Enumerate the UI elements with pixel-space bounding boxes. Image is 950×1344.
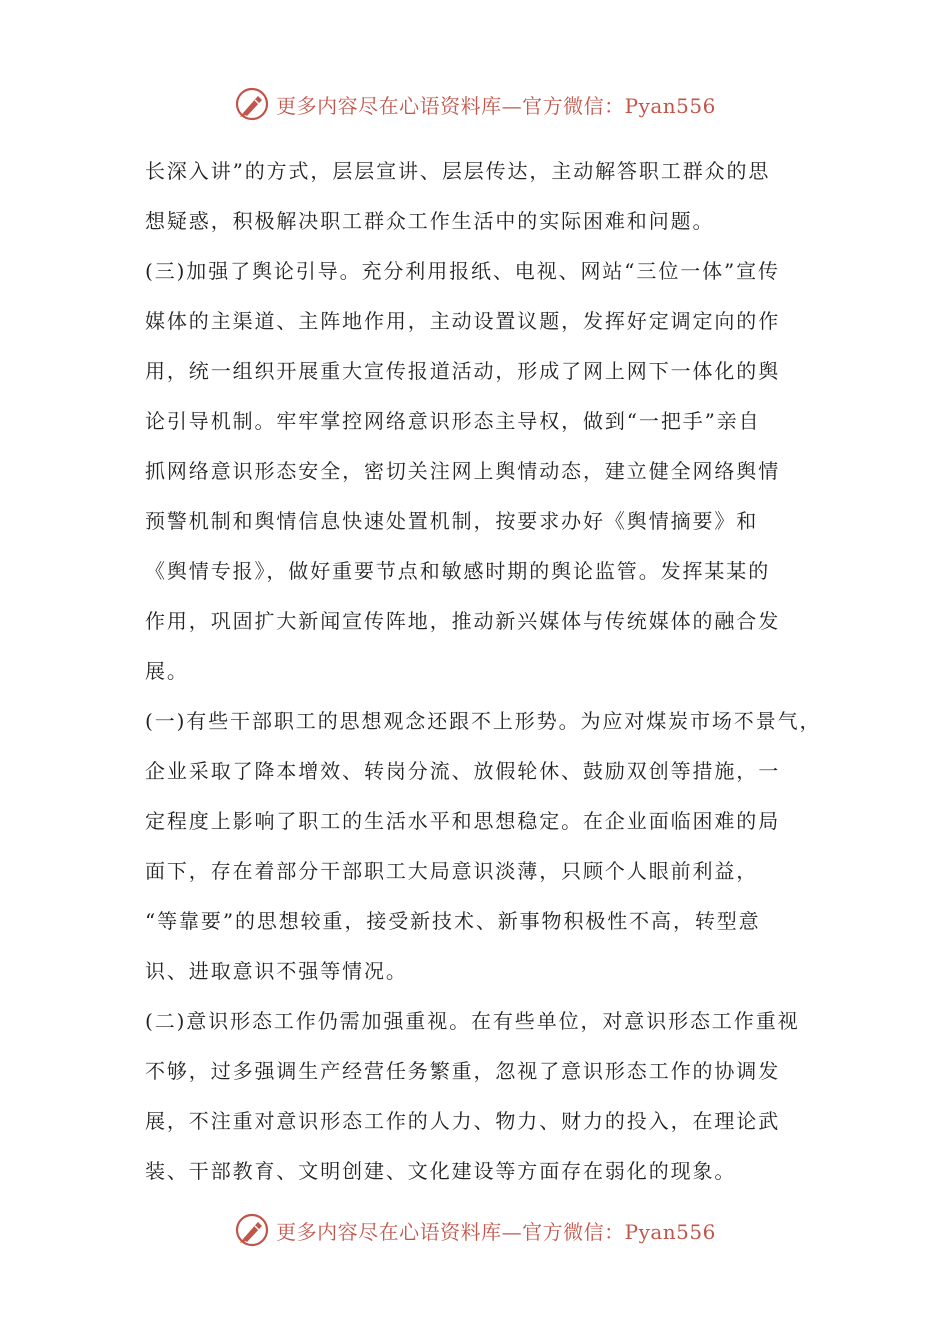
header-watermark [0, 82, 950, 126]
pen-nib-icon [234, 86, 270, 122]
text-line: 展。 [145, 659, 189, 683]
text-line: (三)加强了舆论引导。充分利用报纸、电视、网站“三位一体”宣传 [145, 259, 780, 283]
text-line: 面下，存在着部分干部职工大局意识淡薄，只顾个人眼前利益， [145, 859, 759, 883]
text-line: 论引导机制。牢牢掌控网络意识形态主导权，做到“一把手”亲自 [145, 409, 761, 433]
text-line: 媒体的主渠道、主阵地作用，主动设置议题，发挥好定调定向的作 [145, 309, 781, 333]
text-line: 定程度上影响了职工的生活水平和思想稳定。在企业面临困难的局 [145, 809, 781, 833]
text-line: 识、进取意识不强等情况。 [145, 959, 408, 983]
text-line: (一)有些干部职工的思想观念还跟不上形势。为应对煤炭市场不景气， [145, 709, 822, 733]
footer-watermark [0, 1208, 950, 1252]
text-line: “等靠要”的思想较重，接受新技术、新事物积极性不高，转型意 [145, 909, 761, 933]
text-line: 抓网络意识形态安全，密切关注网上舆情动态，建立健全网络舆情 [145, 459, 781, 483]
text-line: 想疑惑，积极解决职工群众工作生活中的实际困难和问题。 [145, 209, 715, 233]
text-line: 企业采取了降本增效、转岗分流、放假轮休、鼓励双创等措施，一 [145, 759, 781, 783]
text-line: 《舆情专报》，做好重要节点和敏感时期的舆论监管。发挥某某的 [145, 559, 771, 583]
text-line: 用，统一组织开展重大宣传报道活动，形成了网上网下一体化的舆 [145, 359, 781, 383]
footer-watermark-text: 更多内容尽在心语资料库—官方微信：Pyan556 [276, 1219, 716, 1244]
text-line: 装、干部教育、文明创建、文化建设等方面存在弱化的现象。 [145, 1159, 737, 1183]
text-line: (二)意识形态工作仍需加强重视。在有些单位，对意识形态工作重视 [145, 1009, 800, 1033]
document-body [145, 146, 822, 1196]
text-line: 不够，过多强调生产经营任务繁重，忽视了意识形态工作的协调发 [145, 1059, 781, 1083]
text-line: 作用，巩固扩大新闻宣传阵地，推动新兴媒体与传统媒体的融合发 [145, 609, 781, 633]
header-watermark-text: 更多内容尽在心语资料库—官方微信：Pyan556 [276, 93, 716, 118]
pen-nib-icon [234, 1212, 270, 1248]
text-line: 展，不注重对意识形态工作的人力、物力、财力的投入，在理论武 [145, 1109, 781, 1133]
text-line: 长深入讲”的方式，层层宣讲、层层传达，主动解答职工群众的思 [145, 159, 771, 183]
text-line: 预警机制和舆情信息快速处置机制，按要求办好《舆情摘要》和 [145, 509, 759, 533]
